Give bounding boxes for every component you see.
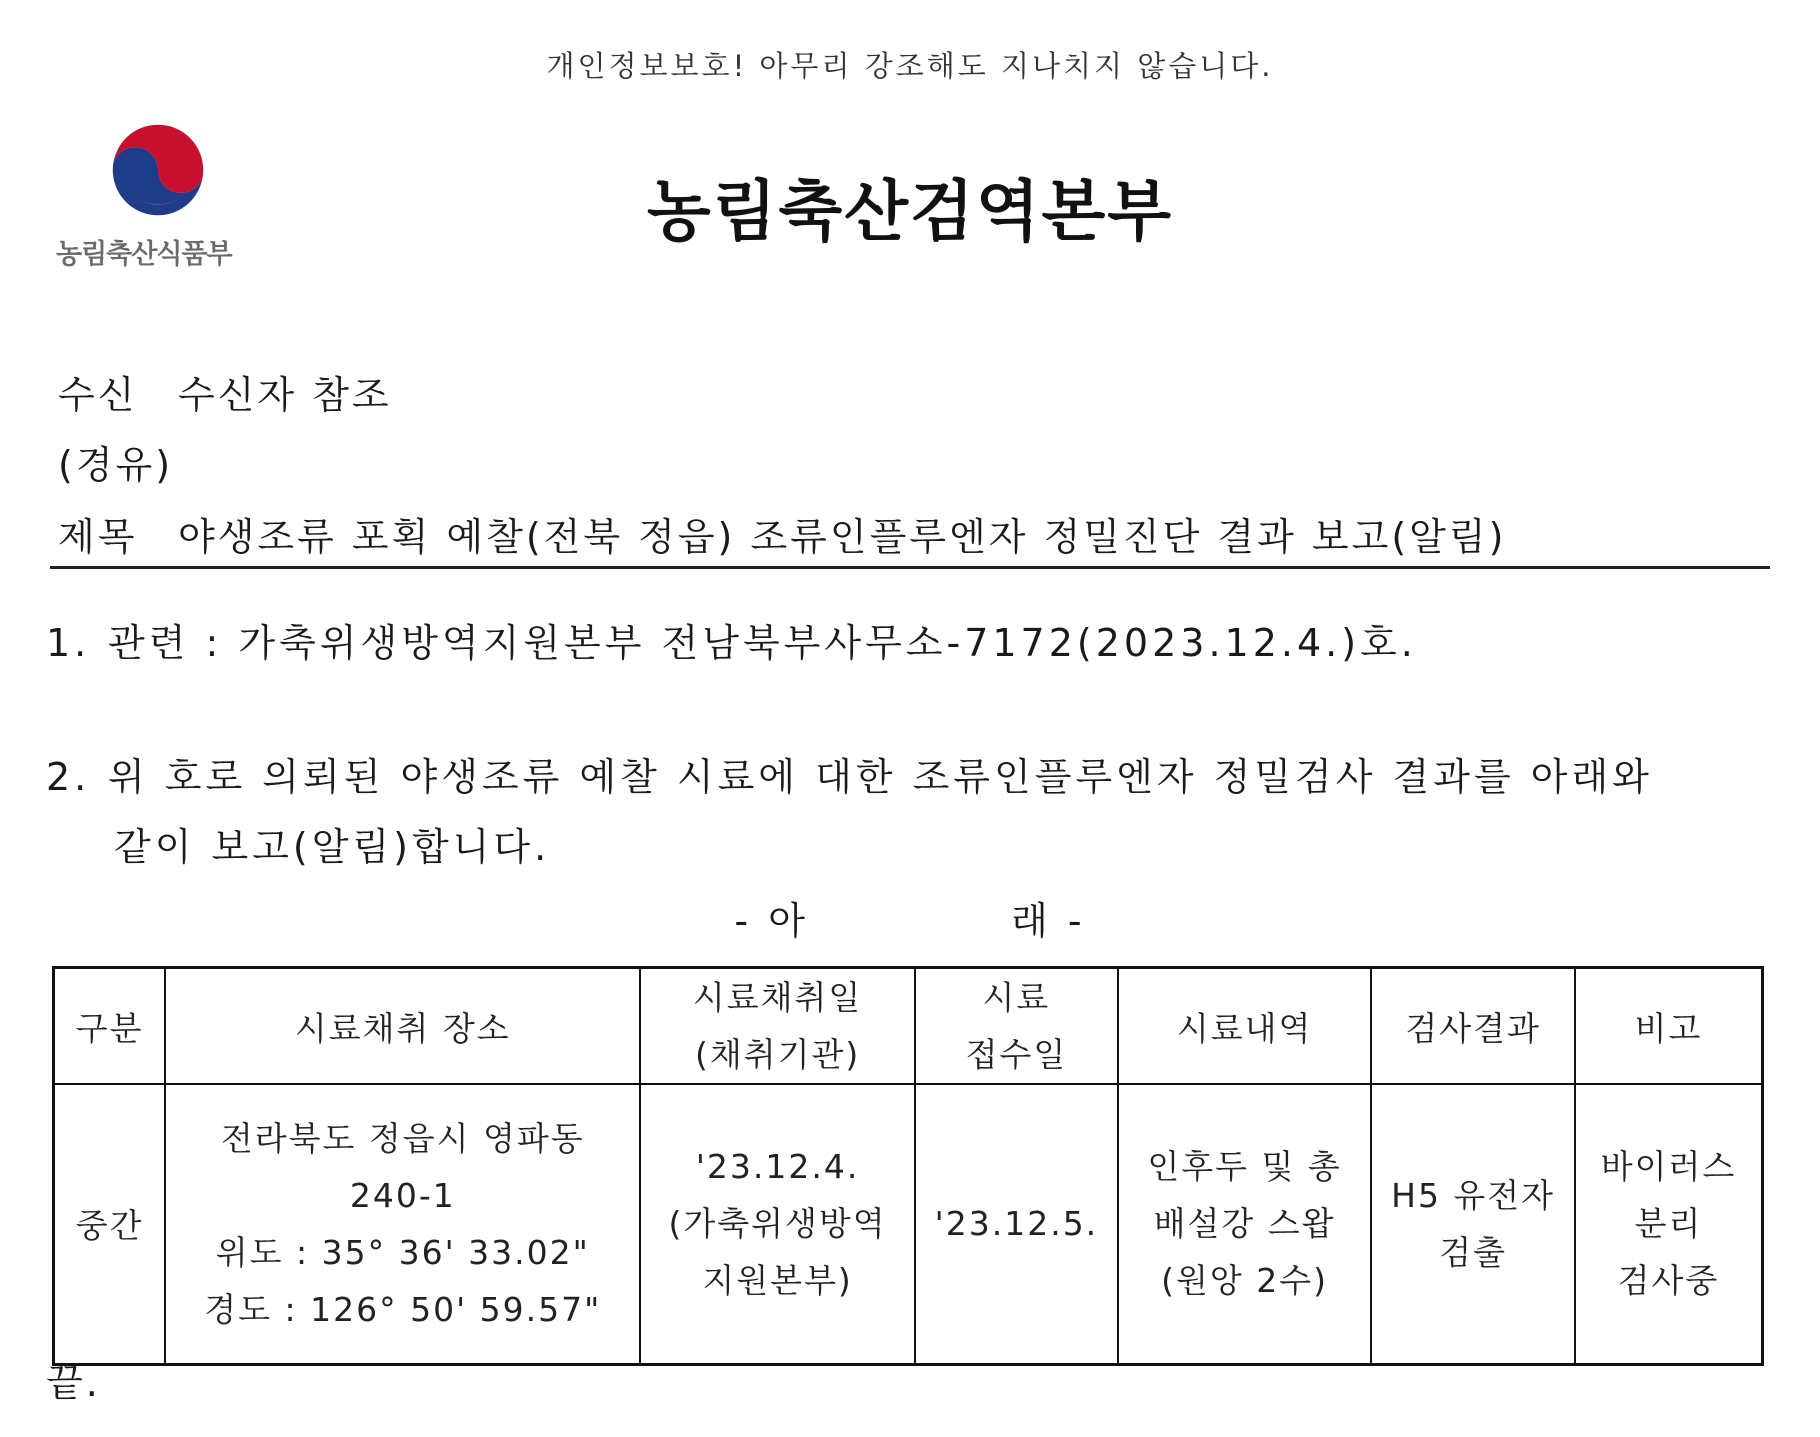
header-sample: 시료내역 [1118,968,1371,1085]
cell-note: 바이러스 분리 검사중 [1575,1084,1763,1364]
item-2-line-2: 같이 보고(알림)합니다. [114,825,551,869]
cell-result: H5 유전자 검출 [1371,1084,1575,1364]
cell-receipt-date: '23.12.5. [915,1084,1118,1364]
cell-category: 중간 [54,1084,166,1364]
header-result: 검사결과 [1371,968,1575,1085]
privacy-slogan: 개인정보보호! 아무리 강조해도 지나치지 않습니다. [546,49,1274,83]
recipient-label: 수신 [58,373,138,417]
cell-location: 전라북도 정읍시 영파동 240-1 위도 : 35° 36' 33.02" 경도 : 126° 50' 59.57" [165,1084,640,1364]
item-1-text: 관련 : 가축위생방역지원본부 전남북부사무소-7172(2023.12.4.)호. [108,621,1417,665]
header-location: 시료채취 장소 [165,968,640,1085]
below-heading [0,890,1820,945]
header-divider [50,566,1770,569]
cell-sample: 인후두 및 총 배설강 스왑 (원앙 2수) [1118,1084,1371,1364]
result-table [52,966,1764,1366]
table-header-row [54,968,1763,1085]
header-receipt-date: 시료 접수일 [915,968,1118,1085]
agency-title: 농림축산검역본부 [646,173,1174,250]
item-2-line-1: 위 호로 의뢰된 야생조류 예찰 시료에 대한 조류인플루엔자 정밀검사 결과를 아래와 [108,755,1653,799]
subject-value: 야생조류 포획 예찰(전북 정읍) 조류인플루엔자 정밀진단 결과 보고(알림) [178,515,1507,559]
recipient-row [58,364,392,419]
header-note: 비고 [1575,968,1763,1085]
item-2 [46,742,1653,882]
item-1-number: 1. [46,621,91,665]
header-collection-date: 시료채취일 (채취기관) [640,968,915,1085]
logo-caption: 농림축산식품부 [56,239,232,270]
end-mark: 끝. [46,1361,101,1405]
via-label: (경유) [58,443,174,487]
below-heading-left: - 아 [734,899,809,943]
recipient-value: 수신자 참조 [178,373,392,417]
below-heading-right: 래 - [1011,899,1086,943]
subject-row [58,506,1506,561]
via-row [58,434,173,489]
header-category: 구분 [54,968,166,1085]
item-1 [46,608,1417,678]
table-row [54,1084,1763,1364]
subject-label: 제목 [58,515,138,559]
item-2-number: 2. [46,755,91,799]
cell-collection-date: '23.12.4. (가축위생방역 지원본부) [640,1084,915,1364]
